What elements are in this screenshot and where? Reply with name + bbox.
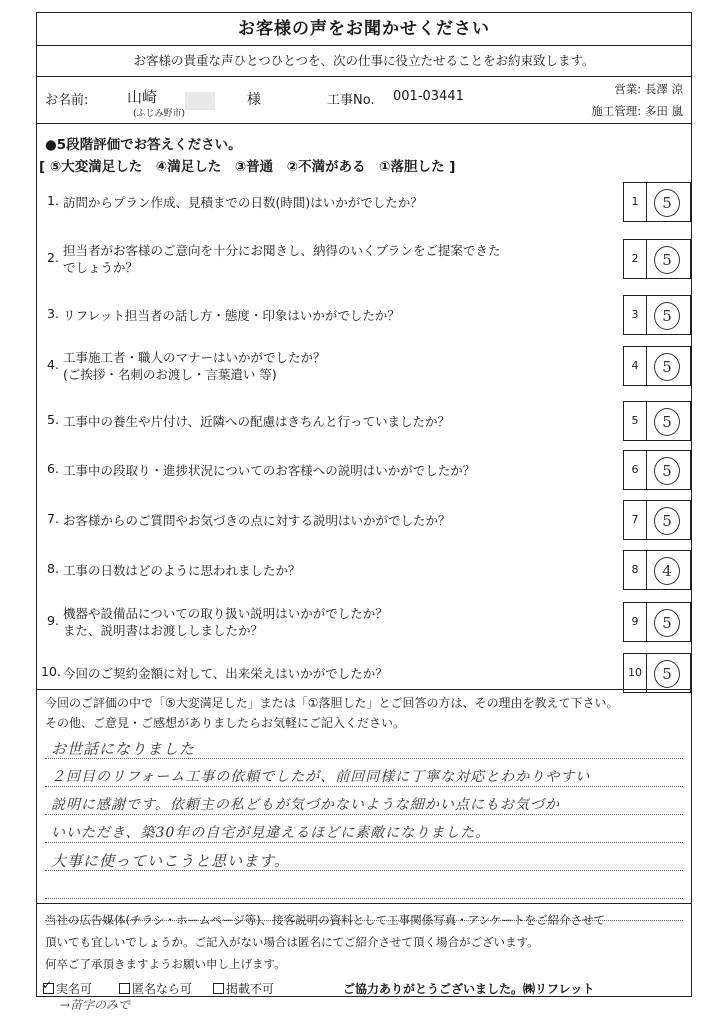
customer-area: (ふじみ野市) [133,109,186,119]
comment-rule-line [45,842,683,843]
score-box [623,550,691,590]
question-number: 6. [47,461,59,476]
checkbox-real-name-checked[interactable]: ✓ [42,978,53,992]
checkbox-no-publish[interactable] [213,983,224,994]
form-subtitle: お客様の貴重な声ひとつひとつを、次の仕事に役立たせることをお約束致します。 [37,46,691,77]
customer-name: 山崎 [127,88,158,106]
circled-score[interactable]: 5 [654,189,680,217]
circled-score[interactable]: 5 [654,302,680,330]
handwritten-comment-line: 説明に感謝です。依頼主の私どもが気づかないような細かい点にもお気づか [51,797,560,813]
comments-instruction-2: その他、ご意見・ご感想がありましたらお気軽にご記入ください。 [45,716,406,730]
score-box-number: 1 [624,183,647,221]
handwritten-comment-line: お世話になりました [51,740,196,758]
score-box [623,401,691,441]
comment-rule-line [45,814,683,815]
score-box [623,602,691,642]
score-box [623,653,691,693]
question-number: 5. [47,412,59,427]
option-no-publish[interactable]: 掲載不可 [213,980,274,997]
circled-score[interactable]: 4 [654,557,680,585]
handwritten-comment-line: 大事に使っていこうと思います。 [51,852,290,870]
evaluation-scale: [ ⑤大変満足した ④満足した ③普通 ②不満がある ①落胆した ] [39,159,456,175]
circled-score[interactable]: 5 [654,353,680,381]
score-box [623,500,691,540]
survey-sheet [36,12,692,997]
score-box-number: 5 [624,402,647,440]
question-text: 工事施工者・職人のマナーはいかがでしたか？ [63,350,326,365]
koji-no-label: 工事No. [327,93,375,108]
option-real-name[interactable]: ✓ 実名可 [42,978,93,996]
question-text: お客様からのご質問やお気づきの点に対する説明はいかがでしたか？ [63,513,451,528]
question-number: 2. [47,250,59,265]
footer-line-3: 何卒ご了承頂きますようお願い申し上げます。 [45,957,286,971]
question-number: 1. [47,193,59,208]
handwritten-note-surname-only: →苗字のみで [60,998,131,1012]
sales-staff: 営業: 長澤 涼 [614,82,683,96]
koji-no: 001-03441 [393,89,464,104]
score-box [623,182,691,222]
comments-section [37,689,691,870]
score-box-number: 3 [624,296,647,334]
construction-manager: 施工管理: 多田 嵐 [591,104,683,118]
question-number: 9. [47,613,59,628]
question-text: 今回のご契約金額に対して、出来栄えはいかがでしたか？ [63,666,388,681]
question-number: 4. [47,357,59,372]
score-box-number: 6 [624,451,647,489]
question-text-cont: また、説明書はお渡ししましたか？ [63,623,264,638]
circled-score[interactable]: 5 [654,246,680,274]
question-text-cont: (ご挨拶・名刺のお渡し・言葉遣い 等) [63,367,277,382]
score-box-number: 2 [624,240,647,278]
circled-score[interactable]: 5 [654,408,680,436]
score-box [623,295,691,335]
circled-score[interactable]: 5 [654,507,680,535]
checkbox-anonymous[interactable] [119,983,130,994]
score-box-number: 8 [624,551,647,589]
score-box-number: 10 [624,654,647,692]
question-number: 7. [47,511,59,526]
question-text: 工事中の段取り・進捗状況についてのお客様への説明はいかがでしたか？ [63,463,476,478]
question-text: 工事の日数はどのように思われましたか？ [63,563,301,578]
footer-line-2: 頂いても宜しいでしょうか。ご記入がない場合は匿名にてご紹介させて頂く場合がございます。 [45,935,539,949]
customer-info-row [37,77,691,124]
circled-score[interactable]: 5 [654,609,680,637]
score-box [623,239,691,279]
circled-score[interactable]: 5 [654,660,680,688]
redacted-name-block [185,92,215,110]
handwritten-comment-line: ２回目のリフォーム工事の依頼でしたが、前回同様に丁寧な対応とわかりやすい [51,769,591,785]
score-box [623,346,691,386]
comment-rule-line [45,786,683,787]
comment-rule-line [45,898,683,899]
question-text-cont: でしょうか？ [63,260,139,275]
circled-score[interactable]: 5 [654,457,680,485]
score-box-number: 4 [624,347,647,385]
evaluation-heading: ●5段階評価でお答えください。 [45,137,242,153]
score-box-number: 9 [624,603,647,641]
option-anonymous[interactable]: 匿名なら可 [119,980,192,997]
footer-section [37,903,691,996]
question-text: 工事中の養生や片付け、近隣への配慮はきちんと行っていましたか？ [63,414,451,429]
comments-instruction-1: 今回のご評価の中で「⑤大変満足した」または「①落胆した」とご回答の方は、その理由を教えて下さい。 [45,696,619,710]
score-box [623,450,691,490]
score-box-number: 7 [624,501,647,539]
question-text: 担当者がお客様のご意向を十分にお聞きし、納得のいくプランをご提案できた [63,243,501,258]
question-text: 機器や設備品についての取り扱い説明はいかがでしたか？ [63,606,388,621]
question-number: 3. [47,306,59,321]
question-number: 10. [41,664,61,679]
footer-line-1: 当社の広告媒体(チラシ・ホームページ等)、接客説明の資料として工事関係写真・アンケートをご紹介させて [45,913,606,927]
question-number: 8. [47,561,59,576]
form-title: お客様の声をお聞かせください [37,13,691,46]
question-text: 訪問からプラン作成、見積までの日数(時間)はいかがでしたか？ [63,195,423,210]
thanks-message: ご協力ありがとうございました。㈱リフレット [343,982,595,996]
question-text: リフレット担当者の話し方・態度・印象はいかがでしたか？ [63,308,400,323]
name-label: お名前: [45,93,89,108]
honorific: 様 [247,92,261,108]
handwritten-comment-line: いいただき、築30年の自宅が見違えるほどに素敵になりました。 [51,825,491,841]
